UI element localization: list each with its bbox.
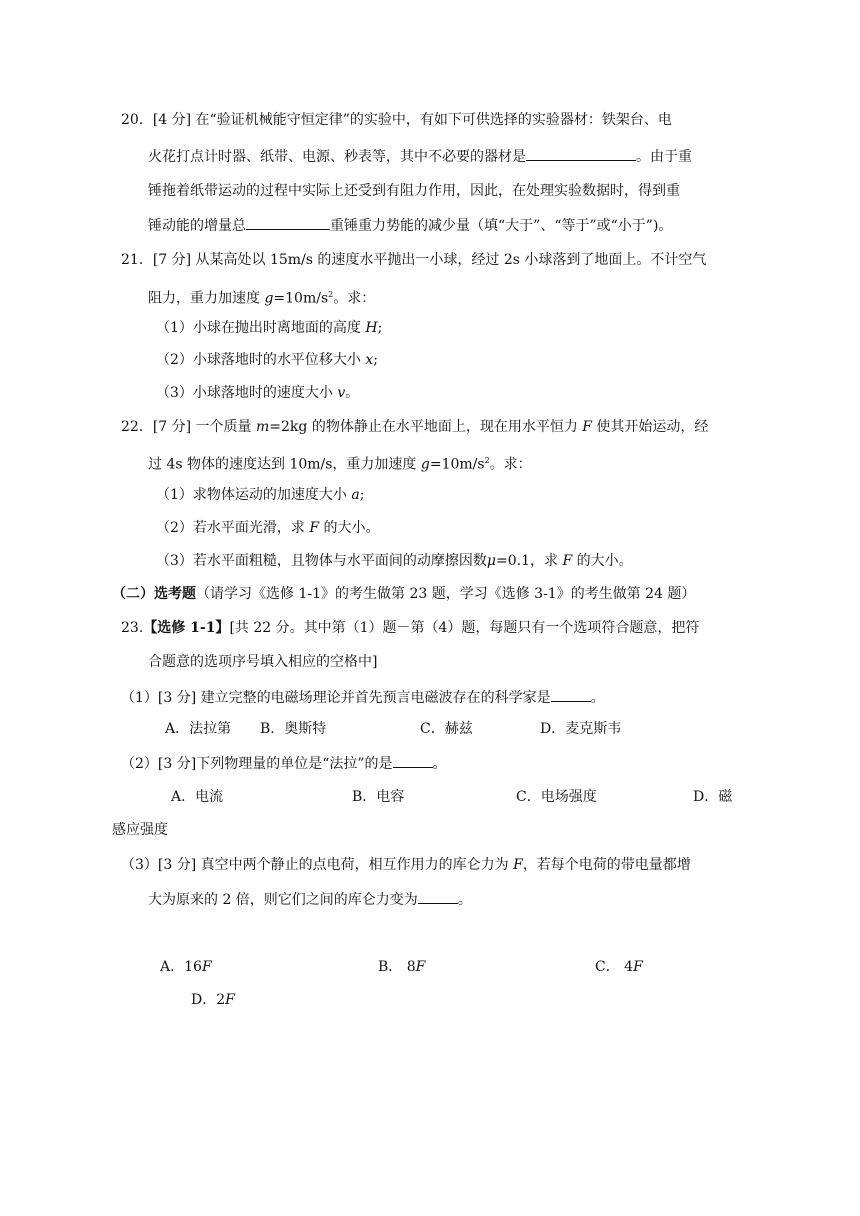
q23-line-1: 23.【选修 1-1】[共 22 分。其中第（1）题－第（4）题，每题只有一个选项符合题意，把符 — [121, 620, 700, 636]
q23-p1-option-b: B．奥斯特 — [260, 721, 327, 737]
q23-p3-stem-2: 大为原来的 2 倍，则它们之间的库仑力变为 。 — [148, 889, 472, 910]
q23-p2-option-d: D．磁 — [693, 789, 733, 805]
answer-blank[interactable] — [418, 889, 458, 904]
q20-line-3: 锤拖着纸带运动的过程中实际上还受到有阻力作用，因此，在处理实验数据时，得到重 — [148, 183, 680, 199]
q23-p1-stem: （1）[3 分] 建立完整的电磁场理论并首先预言电磁波存在的科学家是 。 — [121, 687, 605, 708]
answer-blank[interactable] — [526, 146, 636, 161]
q23-p2-stem: （2）[3 分]下列物理量的单位是“法拉”的是 。 — [121, 753, 447, 774]
answer-blank[interactable] — [246, 215, 330, 230]
q21-sub-2: （2）小球落地时的水平位移大小 x; — [156, 352, 378, 368]
q20-line-2: 火花打点计时器、纸带、电源、秒表等，其中不必要的器材是 。由于重 — [148, 146, 692, 167]
q22-line-2: 过 4s 物体的速度达到 10m/s，重力加速度 $g=10m/s^2$。求： — [148, 456, 532, 473]
q23-p2-option-d-continued: 感应强度 — [112, 822, 168, 838]
q22-line-1: 22．[7 分] 一个质量 m=2kg 的物体静止在水平地面上，现在用水平恒力 F 使其开始运动，经 — [121, 419, 709, 435]
answer-blank[interactable] — [551, 687, 591, 702]
q23-line-2: 合题意的选项序号填入相应的空格中] — [148, 654, 378, 670]
q21-line-1: 21．[7 分] 从某高处以 15m/s 的速度水平抛出一小球，经过 2s 小球落到了地面上。不计空气 — [121, 252, 707, 268]
q20-line-1: 20．[4 分] 在“验证机械能守恒定律”的实验中，有如下可供选择的实验器材：铁架台、电 — [121, 112, 672, 128]
q20-line-4: 锤动能的增量总 重锤重力势能的减少量（填“大于”、“等于”或“小于”)。 — [148, 215, 672, 236]
q22-sub-1: （1）求物体运动的加速度大小 a; — [156, 487, 365, 503]
q22-sub-2: （2）若水平面光滑，求 F 的大小。 — [156, 520, 380, 536]
q21-line-2: 阻力，重力加速度 $g=10m/s^2$。求： — [148, 290, 376, 307]
q22-sub-3: （3）若水平面粗糙，且物体与水平面间的动摩擦因数μ=0.1，求 F 的大小。 — [156, 553, 633, 569]
answer-blank[interactable] — [393, 753, 433, 768]
q23-p3-option-d: D．2F — [191, 992, 235, 1008]
q23-p1-option-a: A．法拉第 — [165, 721, 232, 737]
section-heading: （二）选考题（请学习《选修 1-1》的考生做第 23 题，学习《选修 3-1》的考生做第 24 题） — [112, 586, 696, 602]
q23-p1-option-d: D．麦克斯韦 — [540, 721, 622, 737]
q23-p2-option-a: A．电流 — [171, 789, 224, 805]
q23-p2-option-c: C．电场强度 — [516, 789, 597, 805]
q21-sub-1: （1）小球在抛出时离地面的高度 H; — [156, 320, 383, 336]
q23-p3-option-a: A．16F — [160, 959, 212, 975]
q23-p1-option-c: C．赫兹 — [420, 721, 473, 737]
q21-sub-3: （3）小球落地时的速度大小 v。 — [156, 385, 360, 401]
q23-p2-option-b: B．电容 — [352, 789, 405, 805]
q23-p3-option-c: C． 4F — [595, 959, 643, 975]
q23-p3-stem: （3）[3 分] 真空中两个静止的点电荷，相互作用力的库仑力为 F，若每个电荷的带电量都增 — [121, 857, 691, 873]
q23-p3-option-b: B． 8F — [378, 959, 426, 975]
